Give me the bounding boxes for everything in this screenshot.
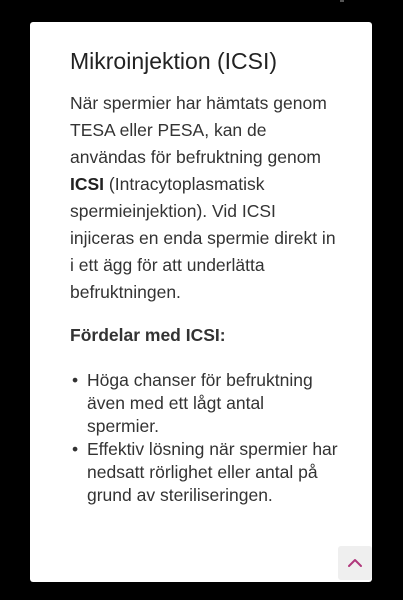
intro-text-bold: ICSI	[70, 174, 105, 194]
list-item	[70, 438, 340, 507]
benefits-list	[70, 369, 340, 507]
intro-paragraph	[70, 90, 340, 306]
scroll-to-top-button[interactable]	[338, 546, 372, 580]
list-item	[70, 369, 340, 438]
article-card	[30, 22, 372, 582]
intro-text-end: (Intracytoplasmatisk spermieinjektion). Vid ICSI injiceras en enda spermie direkt in i ett ägg för att underlätta befruktningen.	[70, 174, 336, 302]
status-indicator-dot	[340, 0, 344, 2]
home-indicator	[178, 591, 226, 600]
benefits-heading: Fördelar med ICSI:	[70, 325, 226, 345]
list-item-text: Höga chanser för befruktning även med ett lågt antal spermier.	[87, 370, 313, 436]
bullet-icon: •	[72, 439, 79, 459]
list-item-text: Effektiv lösning när spermier har nedsatt rörlighet eller antal på grund av steriliseringen.	[87, 439, 338, 505]
intro-text-start: När spermier har hämtats genom TESA eller PESA, kan de användas för befruktning genom	[70, 93, 327, 167]
section-heading: Mikroinjektion (ICSI)	[70, 48, 278, 74]
chevron-up-icon	[346, 554, 364, 572]
article-content	[70, 46, 340, 507]
bullet-icon: •	[72, 370, 79, 390]
